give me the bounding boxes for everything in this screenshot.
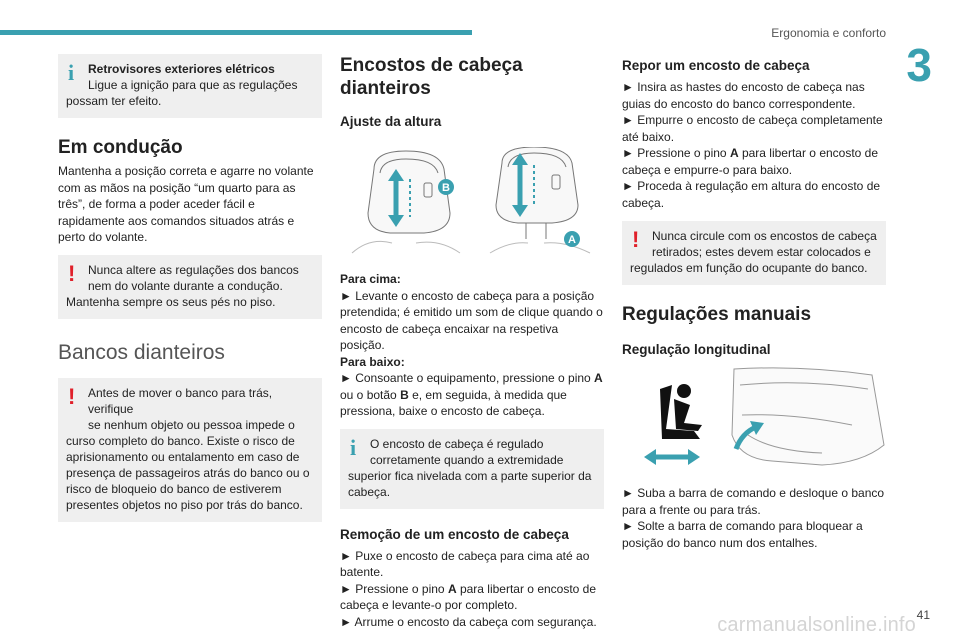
info-line: corretamente quando a extremidade bbox=[370, 452, 564, 467]
seat-diagram bbox=[622, 365, 886, 473]
info-icon: i bbox=[350, 434, 357, 460]
left-right-arrow-icon bbox=[644, 449, 700, 465]
removal-step: ► Puxe o encosto de cabeça para cima até ao batente. bbox=[340, 548, 590, 579]
down-text: e, em seguida, à medida que pressiona, baixe o encosto de cabeça. bbox=[340, 387, 567, 418]
refit-step: para libertar o encosto de cabeça e empurre-o para baixo. bbox=[622, 146, 879, 177]
refit-step: ► Proceda à regulação em altura do encosto de cabeça. bbox=[622, 179, 881, 210]
pin-a-ref: A bbox=[447, 581, 457, 596]
warning-line: Mantenha sempre os seus pés no piso. bbox=[66, 294, 276, 309]
warning-line: Nunca circule com os encostos de cabeça bbox=[652, 229, 877, 243]
chapter-number: 3 bbox=[906, 39, 932, 91]
column-left bbox=[58, 54, 322, 522]
warning-box-driving bbox=[58, 255, 322, 319]
warning-icon: ! bbox=[68, 383, 76, 409]
warning-line: nem do volante durante a condução. bbox=[88, 278, 283, 293]
info-line: O encosto de cabeça é regulado bbox=[370, 436, 544, 451]
warning-box-headrest bbox=[622, 221, 886, 285]
down-text: ou o botão bbox=[340, 387, 401, 402]
info-text: superior fica nivelada com a parte superior da cabeça. bbox=[348, 468, 592, 499]
headrest-diagram bbox=[340, 147, 604, 259]
label-b: B bbox=[442, 182, 450, 194]
removal-step: para libertar o encosto de cabeça e levante-o por completo. bbox=[340, 581, 597, 612]
info-box-title: Retrovisores exteriores elétricos bbox=[88, 62, 275, 76]
warning-text: curso completo do banco. Existe o risco de aprisionamento ou entalamento em caso de presença de passageiros atrás do banco ou o risco de bloqueio do banco de estiverem presentes objetos no piso por trás do banco. bbox=[66, 433, 310, 512]
headrest-illustration bbox=[340, 147, 604, 259]
seat-sketch bbox=[732, 368, 884, 465]
removal-title: Remoção de um encosto de cabeça bbox=[340, 526, 569, 542]
seat-illustration bbox=[622, 365, 886, 473]
up-label: Para cima: bbox=[340, 272, 401, 286]
driving-title: Em condução bbox=[58, 137, 183, 158]
warning-line: Antes de mover o banco para trás, verifique bbox=[88, 385, 273, 416]
refit-step: ► Insira as hastes do encosto de cabeça nas guias do encosto do banco correspondente. bbox=[622, 80, 865, 111]
height-adjust-title: Ajuste da altura bbox=[340, 114, 442, 129]
warning-line: retirados; estes devem estar colocados e bbox=[652, 245, 871, 259]
down-label: Para baixo: bbox=[340, 354, 405, 369]
refit-step: ► Pressione o pino bbox=[622, 146, 730, 160]
front-seats-title: Bancos dianteiros bbox=[58, 340, 225, 364]
refit-title: Repor um encosto de cabeça bbox=[622, 58, 810, 73]
seat-pictogram-icon bbox=[660, 384, 702, 439]
button-b-ref: B bbox=[400, 387, 409, 402]
header-accent-bar bbox=[0, 30, 472, 35]
driving-text: Mantenha a posição correta e agarre no volante com as mãos na posição “um quarto para as três”, de forma a poder aceder fácil e rapidamente aos comandos situados atrás e perto do volante. bbox=[58, 164, 314, 244]
warning-line: Nunca altere as regulações dos bancos bbox=[88, 262, 299, 277]
warning-box-seats bbox=[58, 378, 322, 522]
refit-step: ► Empurre o encosto de cabeça completamente até baixo. bbox=[622, 113, 883, 144]
manual-adjust-title: Regulações manuais bbox=[622, 304, 812, 325]
info-box-headrest bbox=[340, 429, 604, 509]
label-a: A bbox=[568, 234, 576, 246]
up-text: ► Levante o encosto de cabeça para a posição pretendida; é emitido um som de clique quando o encosto de cabeça encaixar na respetiva posição. bbox=[340, 288, 603, 352]
page-number: 41 bbox=[916, 608, 930, 622]
down-text: ► Consoante o equipamento, pressione o pino bbox=[340, 371, 595, 385]
longitudinal-title: Regulação longitudinal bbox=[622, 342, 771, 357]
section-title: Ergonomia e conforto bbox=[771, 26, 886, 40]
watermark: carmanualsonline.info bbox=[717, 614, 916, 636]
removal-step: ► Arrume o encosto da cabeça com segurança. bbox=[340, 614, 597, 629]
info-box-mirrors bbox=[58, 54, 322, 118]
warning-icon: ! bbox=[68, 260, 76, 286]
info-box-line: Ligue a ignição para que as regulações bbox=[88, 78, 298, 92]
warning-icon: ! bbox=[632, 227, 640, 252]
pin-a-ref: A bbox=[729, 146, 739, 160]
removal-step: ► Pressione o pino bbox=[340, 581, 448, 596]
pin-a-ref: A bbox=[594, 371, 603, 385]
headrests-title: Encostos de cabeça dianteiros bbox=[340, 55, 523, 99]
column-middle bbox=[340, 54, 604, 630]
column-right bbox=[622, 54, 886, 551]
longitudinal-step: ► Solte a barra de comando para bloquear a posição do banco num dos entalhes. bbox=[622, 519, 863, 550]
info-icon: i bbox=[68, 60, 75, 85]
info-box-line: possam ter efeito. bbox=[66, 94, 162, 108]
warning-text: regulados em função do ocupante do banco. bbox=[630, 261, 868, 275]
headrest-left bbox=[352, 151, 460, 253]
warning-line: se nenhum objeto ou pessoa impede o bbox=[88, 417, 295, 432]
longitudinal-step: ► Suba a barra de comando e desloque o banco para a frente ou para trás. bbox=[622, 486, 885, 517]
